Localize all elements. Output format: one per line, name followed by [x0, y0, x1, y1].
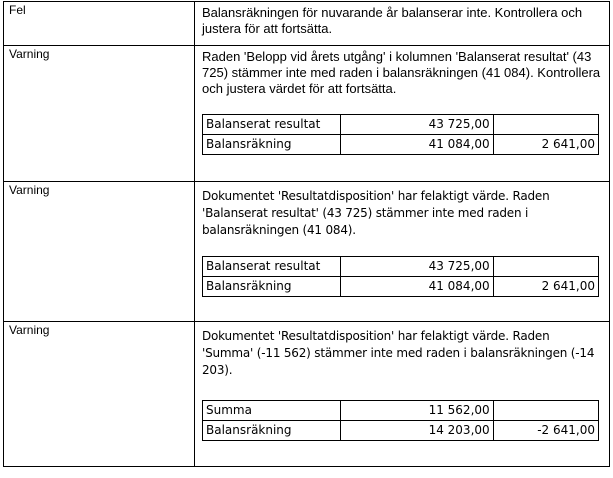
comparison-label: Balansräkning — [203, 421, 341, 441]
comparison-value: 14 203,00 — [340, 421, 493, 441]
row-message-text: Balansräkningen för nuvarande år balanserar inte. Kontrollera och justera för att fortsätta. — [202, 5, 583, 36]
row-type-cell — [4, 182, 195, 322]
comparison-table — [202, 114, 599, 155]
row-type-cell — [4, 322, 195, 467]
comparison-diff — [493, 401, 598, 421]
comparison-diff: 2 641,00 — [493, 135, 598, 155]
comparison-value: 43 725,00 — [340, 257, 493, 277]
row-message-cell — [195, 322, 610, 467]
comparison-value: 43 725,00 — [340, 115, 493, 135]
comparison-diff — [493, 257, 598, 277]
comparison-label: Balansräkning — [203, 277, 341, 297]
comparison-label: Balanserat resultat — [203, 115, 341, 135]
comparison-value: 41 084,00 — [340, 135, 493, 155]
comparison-row — [203, 421, 599, 441]
report-row-warning — [4, 322, 610, 467]
report-row-warning — [4, 182, 610, 322]
comparison-value: 41 084,00 — [340, 277, 493, 297]
report-row-error — [4, 2, 610, 46]
comparison-row — [203, 135, 599, 155]
comparison-row — [203, 257, 599, 277]
comparison-row — [203, 277, 599, 297]
row-type-label: Varning — [9, 183, 50, 197]
comparison-label: Balanserat resultat — [203, 257, 341, 277]
validation-report-table — [3, 1, 610, 467]
row-message-text: Dokumentet 'Resultatdisposition' har felaktigt värde. Raden 'Balanserat resultat' (43 725) stämmer inte med raden i balansräkningen (41 084). — [202, 189, 550, 237]
comparison-diff: 2 641,00 — [493, 277, 598, 297]
row-message-text: Dokumentet 'Resultatdisposition' har felaktigt värde. Raden 'Summa' (-11 562) stämmer inte med raden i balansräkningen (-14 203). — [202, 329, 595, 377]
row-message-cell — [195, 46, 610, 182]
row-type-cell — [4, 2, 195, 46]
row-message-text: Raden 'Belopp vid årets utgång' i kolumnen 'Balanserat resultat' (43 725) stämmer inte med raden i balansräkningen (41 084). Kontrollera och justera värdet för att fortsätta. — [202, 49, 601, 96]
comparison-row — [203, 115, 599, 135]
comparison-diff — [493, 115, 598, 135]
comparison-value: 11 562,00 — [340, 401, 493, 421]
comparison-row — [203, 401, 599, 421]
row-message-cell — [195, 2, 610, 46]
row-type-label: Varning — [9, 323, 50, 337]
row-type-label: Fel — [9, 3, 26, 17]
comparison-diff: -2 641,00 — [493, 421, 598, 441]
row-message-cell — [195, 182, 610, 322]
report-row-warning — [4, 46, 610, 182]
comparison-label: Summa — [203, 401, 341, 421]
comparison-label: Balansräkning — [203, 135, 341, 155]
row-type-label: Varning — [9, 47, 50, 61]
comparison-table — [202, 400, 599, 441]
comparison-table — [202, 256, 599, 297]
row-type-cell — [4, 46, 195, 182]
